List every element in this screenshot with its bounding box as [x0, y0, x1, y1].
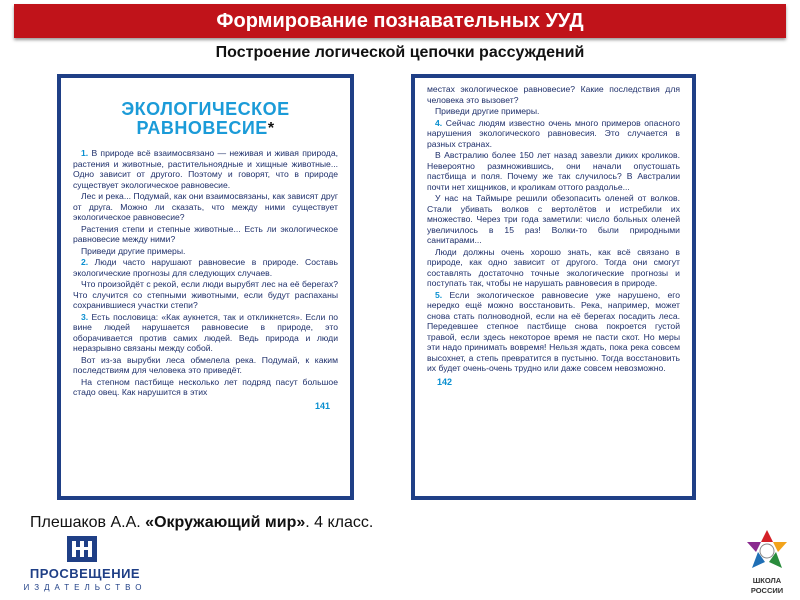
paragraph	[427, 247, 680, 289]
paragraph-text: Что произойдёт с рекой, если люди вырубят лес на её берегах? Что случится со степными животными, если будут распаханы сохранившиеся участки степи?	[73, 279, 338, 310]
item-number: 1.	[81, 148, 89, 158]
paragraph	[427, 290, 680, 374]
paragraph-text: В природе всё взаимосвязано — неживая и живая природа, растения и животные, растительноядные и хищные животные... Одно зависит от другого. Поэтому и говорят, что в природе существует экологическое равновесие.	[73, 148, 338, 190]
paragraph-text: Растения степи и степные животные... Есть ли экологическое равновесие между ними?	[73, 223, 338, 244]
paragraph	[427, 84, 680, 105]
paragraph-text: Лес и река... Подумай, как они взаимосвязаны, как зависят друг от друга. Можно ли сказать, что между ними существует экологическое равновесие?	[73, 191, 338, 222]
paragraph-text: Приведи другие примеры.	[435, 106, 540, 116]
paragraph	[427, 193, 680, 246]
paragraph	[427, 118, 680, 150]
page-heading	[73, 100, 338, 138]
slide-subtitle: Построение логической цепочки рассуждений	[215, 44, 585, 61]
paragraph-text: На степном пастбище несколько лет подряд пасут большое стадо овец. Как нарушится в этих	[73, 376, 338, 397]
item-number: 3.	[81, 311, 89, 322]
item-number: 4.	[435, 117, 443, 128]
paragraph-text: Вот из-за вырубки леса обмелела река. Подумай, к каким последствиям для человека это приведёт.	[73, 354, 338, 375]
paragraph-text: Если экологическое равновесие уже нарушено, его нередко ещё можно восстановить. Река, например, может снова стать полноводной, если на её берегах посадить леса. Передевшее степное пастбище снова покроется густой травой, если здесь некоторое время не пасти скот. Но меры эти надо принимать вовремя! Нельзя ждать, пока река совсем высохнет, а степь превратится в пустыню. Тогда восстановить их будет очень-очень трудно или даже совсем невозможно.	[427, 289, 680, 373]
item-number: 2.	[81, 257, 89, 267]
paragraph-text: В Австралию более 150 лет назад завезли диких кроликов. Невероятно размножившись, они начали опустошать пастбища и поля. Почему же так случилось? В Австралии почти нет хищников, и кроликам оттого раздолье...	[427, 150, 680, 192]
caption-grade: . 4 класс.	[305, 514, 374, 531]
paragraph	[73, 191, 338, 223]
page-number: 142	[437, 376, 453, 387]
caption-author: Плешаков А.А.	[30, 514, 146, 531]
caption-book-title: «Окружающий мир»	[145, 514, 306, 531]
paragraph	[427, 106, 680, 117]
paragraph	[73, 224, 338, 245]
paragraph-text: Люди должны очень хорошо знать, как всё связано в природе, как одно зависит от другого. Тогда они смогут составлять достаточно точные экологические прогнозы и поступать так, чтобы не нарушать равновесия в природе.	[427, 246, 680, 288]
paragraph-text: Люди часто нарушают равновесие в природе. Составь экологические прогнозы для следующих случаев.	[73, 257, 338, 278]
logo-line-2: РОССИИ	[750, 586, 784, 595]
paragraph	[73, 148, 338, 190]
slide-title: Формирование познавательных УУД	[14, 4, 786, 38]
paragraph	[73, 257, 338, 278]
paragraph	[73, 312, 338, 354]
paragraph-text: Сейчас людям известно очень много примеров опасного нарушения экологического равновесия. Это случается в разных странах.	[427, 117, 681, 149]
star-flower-icon	[742, 528, 792, 574]
textbook-page-left	[57, 74, 354, 500]
page-number: 141	[314, 400, 330, 411]
paragraph-text: У нас на Таймыре решили обезопасить оленей от волков. Стали убивать волков с вертолётов и истребили их множество. Через три года заметили: число больных оленей увеличилось в 15 раз! Волки-то были природными санитарами...	[427, 193, 680, 245]
heading-line-1: ЭКОЛОГИЧЕСКОЕ	[121, 99, 290, 119]
logo-line-1: ШКОЛА	[752, 576, 782, 585]
book-caption	[30, 514, 373, 532]
shkola-rossii-logo	[738, 528, 796, 598]
publisher-name: ПРОСВЕЩЕНИЕ	[29, 566, 141, 581]
paragraph-text: Есть пословица: «Как аукнется, так и откликнется». Если по вине людей нарушается равновесие в природе, это оборачивается против самих людей. Ведь природа и люди неразрывно связаны между собой.	[73, 311, 338, 353]
publisher-subtitle: ИЗДАТЕЛЬСТВО	[23, 583, 147, 592]
paragraph-text: местах экологическое равновесие? Какие последствия для человека это вызовет?	[427, 84, 680, 105]
heading-line-2: РАВНОВЕСИЕ	[136, 118, 268, 138]
publisher-mark-icon	[67, 536, 97, 562]
paragraph	[427, 150, 680, 192]
paragraph	[73, 246, 338, 257]
item-number: 5.	[435, 289, 443, 300]
textbook-page-right	[411, 74, 696, 500]
prosveshchenie-logo	[10, 536, 160, 596]
paragraph	[73, 377, 338, 398]
paragraph-text: Приведи другие примеры.	[81, 245, 186, 256]
paragraph	[73, 279, 338, 311]
asterisk-mark: *	[267, 120, 275, 137]
paragraph	[73, 355, 338, 376]
